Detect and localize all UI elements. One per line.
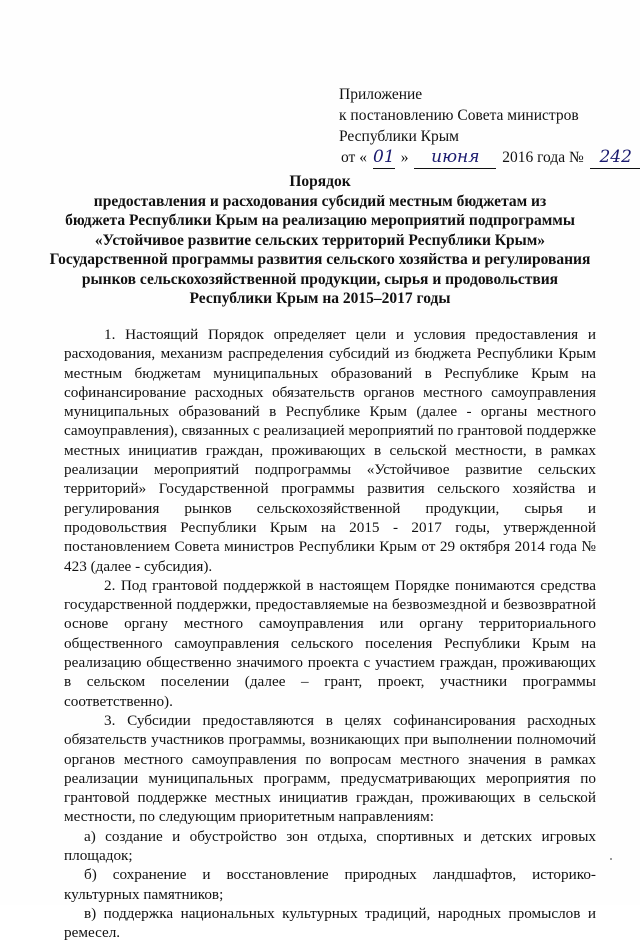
title-line: бюджета Республики Крым на реализацию мероприятий подпрограммы (65, 212, 575, 229)
appendix-label: Приложение (339, 86, 423, 103)
date-year-text: 2016 года № (502, 149, 584, 166)
title-line: Государственной программы развития сельского хозяйства и регулирования (49, 251, 591, 268)
appendix-header (339, 84, 632, 169)
title-line: Республики Крым на 2015–2017 годы (189, 290, 451, 307)
title-line: «Устойчивое развитие сельских территорий Республики Крым» (94, 231, 546, 249)
list-item-a: а) создание и обустройство зон отдыха, спортивных и детских игровых площадок; (64, 827, 596, 865)
paragraph-3: 3. Субсидии предоставляются в целях софинансирования расходных обязательств участников программы, возникающих при выполнении полномочий органов местного самоуправления по вопросам местного значения в рамках реализации муниципальных программ, предусматривающих мероприятия по грантовой поддержке местных инициатив граждан, проживающих в сельской местности, по следующим приоритетным направлениям: (64, 711, 596, 826)
list-item-b: б) сохранение и восстановление природных ландшафтов, историко-культурных памятников; (64, 866, 596, 903)
document-body (64, 325, 596, 943)
appendix-republic-line: Республики Крым (339, 128, 459, 145)
scan-speck (610, 858, 612, 860)
title-heading: Порядок (289, 173, 351, 190)
date-prefix: от « (341, 149, 367, 166)
handwritten-month: июня (414, 147, 496, 169)
paragraph-1: 1. Настоящий Порядок определяет цели и условия предоставления и расходования, механизм распределения субсидий из бюджета Республики Крым местным бюджетам муниципальных образований в Республике Крым на софинансирование расходных обязательств органов местного самоуправления муниципальных образований в Республике Крым (далее - органы местного самоуправления), связанных с реализацией мероприятий по грантовой поддержке местных инициатив граждан, проживающих в сельской местности, в рамках реализации мероприятий подпрограммы «Устойчивое развитие сельских территорий» Государственной программы развития сельского хозяйства и регулирования рынков сельскохозяйственной продукции, сырья и продовольствия Республики Крым на 2015 - 2017 годы, утвержденной постановлением Совета министров Республики Крым от 29 октября 2014 года № 423 (далее - субсидия). (64, 326, 596, 575)
list-item-v: в) поддержка национальных культурных традиций, народных промыслов и ремесел. (64, 904, 596, 942)
date-close-quote: » (400, 149, 409, 166)
title-line: предоставления и расходования субсидий местным бюджетам из (93, 192, 547, 210)
handwritten-day: 01 (373, 147, 395, 167)
appendix-date-line (339, 147, 632, 169)
appendix-resolution-line: к постановлению Совета министров (339, 107, 579, 124)
paragraph-2: 2. Под грантовой поддержкой в настоящем Порядке понимаются средства государственной поддержки, предоставляемые на безвозмездной и безвозвратной основе органу местного самоуправления или органу территориального общественного самоуправления сельского поселения Республики Крым на реализацию общественно значимого проекта с участием граждан, проживающих в сельском поселении (далее – грант, проект, участники программы соответственно). (64, 576, 596, 710)
title-line: рынков сельскохозяйственной продукции, сырья и продовольствия (81, 270, 559, 288)
document-title (40, 172, 600, 309)
handwritten-number: 242 (590, 147, 640, 169)
